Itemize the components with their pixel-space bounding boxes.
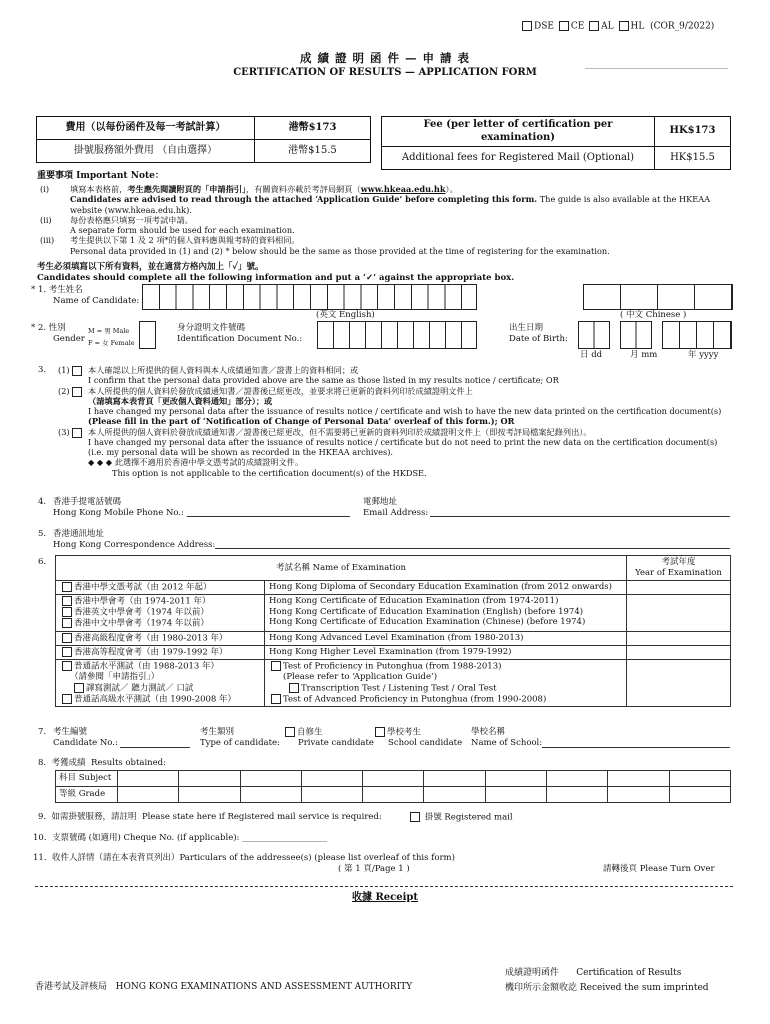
registered-mail-label: 掛號 Registered mail: [424, 812, 513, 823]
dob-mm: 月 mm: [630, 350, 658, 360]
q3-o2-checkbox[interactable]: [72, 387, 82, 397]
fee-amount-en: HK$173: [655, 117, 731, 147]
q2-zh: 性別: [48, 323, 66, 333]
exam-year-header-en: Year of Examination: [635, 567, 722, 578]
q3-o2-num: (2): [58, 386, 84, 397]
exam-hkcee-zh-checkbox[interactable]: [62, 618, 72, 628]
grade-cell[interactable]: [608, 787, 669, 803]
dob-label: [509, 323, 568, 344]
q3-o2-zh2: （請填寫本表背頁「更改個人資料通知」部分）；或: [88, 395, 273, 406]
pth-transcription-zh-checkbox[interactable]: [74, 683, 84, 693]
exam-hkhle-checkbox[interactable]: [62, 647, 72, 657]
q10-text: 支票號碼 (如適用) Cheque No. (if applicable): ____________________: [51, 833, 328, 843]
exam-table: [55, 555, 731, 707]
email-en: Email Address:: [363, 507, 429, 518]
q4-zh: 香港手提電話號碼: [53, 497, 122, 507]
q3-na-zh: ◆ ◆ ◆ 此選擇不適用於香港中學文憑考試的成績證明文件。: [88, 457, 304, 468]
cut-line: [35, 886, 733, 887]
q7-type-label: [200, 727, 280, 748]
fee-label-zh: 費用（以每份函件及每一考試計算）: [37, 117, 255, 140]
q2-en: Gender: [53, 333, 85, 344]
q3-na-en: This option is not applicable to the certification document(s) of the HKDSE.: [112, 467, 427, 478]
exam-hkcee-en-checkbox[interactable]: [62, 607, 72, 617]
office-use-line: [585, 68, 728, 69]
exam-pth-en-checkbox[interactable]: [271, 661, 281, 671]
q7-cand-label: [53, 727, 118, 748]
note1-zh-d: ）。: [445, 184, 458, 194]
exam-hkcee-chi-zh: 香港中文中學會考（1974 年以前）: [74, 618, 209, 629]
q3-o1-num: (1): [58, 365, 84, 376]
q1-num: * 1.: [31, 285, 47, 295]
exam-hkhle-zh: 香港高等程度會考（由 1979-1992 年）: [74, 647, 228, 658]
fee-label-en: Fee (per letter of certification per examination): [382, 117, 655, 147]
exam-pth-zh4: 普通話高級水平測試（由 1990-2008 年）: [74, 694, 237, 705]
exam-hkale-en: Hong Kong Advanced Level Examination (from 1980-2013): [265, 631, 627, 645]
dob-month-boxes[interactable]: [620, 321, 652, 349]
q3-o2-en2: (Please fill in the part of ‘Notification of Change of Personal Data’ overleaf of this form.); OR: [88, 416, 515, 427]
q7-type-en: Type of candidate:: [200, 737, 280, 748]
q7-en: Candidate No.:: [53, 737, 118, 748]
q7-type-zh: 考生類別: [200, 727, 235, 737]
subject-cell[interactable]: [179, 771, 240, 787]
note2-zh: 每份表格應只填寫一項考試申請。: [70, 214, 193, 225]
q7-zh: 考生編號: [53, 727, 88, 737]
exam-pth-zh2: （請參閱「申請指引」）: [70, 671, 160, 682]
q4-phone-label: [53, 497, 184, 518]
exam-row-hkdse: [56, 581, 731, 595]
school-name-input[interactable]: [542, 737, 730, 748]
exam-row-hkhle: [56, 645, 731, 659]
title-zh: 成 績 證 明 函 件 — 申 請 表: [299, 51, 471, 65]
exam-hkcee-en: Hong Kong Certificate of Education Examination (from 1974-2011): [269, 596, 559, 607]
name-chinese-boxes[interactable]: [583, 284, 733, 310]
form-code: (COR_9/2022): [650, 21, 715, 32]
q3-o3-checkbox[interactable]: [72, 428, 82, 438]
q9-num: 9.: [38, 812, 47, 822]
q8-label: [38, 758, 166, 769]
exam-pth-checkbox[interactable]: [62, 661, 72, 671]
note1-en-bold: Candidates are advised to read through the attached ‘Application Guide’ before completing this form.: [70, 194, 538, 205]
subject-cell[interactable]: [118, 771, 179, 787]
grade-cell[interactable]: [118, 787, 179, 803]
dob-en: Date of Birth:: [509, 333, 568, 344]
hl-checkbox[interactable]: [619, 21, 629, 31]
footer-receipt-info: [505, 966, 709, 996]
note1-zh-b: 考生應先閱讀附頁的「申請指引」: [127, 184, 247, 194]
q4-en: Hong Kong Mobile Phone No.:: [53, 507, 184, 518]
subject-cell[interactable]: [424, 771, 485, 787]
receipt-title: 收據 Receipt: [351, 892, 418, 903]
instr-zh: 考生必須填寫以下所有資料，並在適當方格內加上「✓」號。: [37, 262, 264, 272]
note1-zh-a: 填寫本表格前，: [70, 184, 128, 194]
q8-num: 8.: [38, 758, 47, 768]
instr-en: Candidates should complete all the following information and put a ‘✓’ against the appropriate box.: [37, 273, 515, 283]
grade-cell[interactable]: [301, 787, 362, 803]
gender-legend: [88, 325, 135, 349]
exam-pth-zh1: 普通話水平測試（由 1988-2013 年）: [74, 661, 220, 672]
ce-label: CE: [570, 21, 585, 32]
note3-num: (iii): [40, 235, 55, 246]
q2-label: [31, 323, 85, 344]
phone-input[interactable]: [187, 506, 350, 517]
exam-hkhle-year[interactable]: [627, 645, 731, 659]
reg-fee-amount-en: HK$15.5: [655, 147, 731, 170]
q9-registered-option: [408, 812, 513, 823]
exam-hkcee-zh: 香港中學會考（由 1974-2011 年）: [74, 596, 211, 607]
id-doc-boxes[interactable]: [317, 321, 477, 349]
title-en: CERTIFICATION OF RESULTS — APPLICATION FORM: [233, 67, 537, 78]
subject-cell[interactable]: [547, 771, 608, 787]
q5-en: Hong Kong Correspondence Address:: [53, 539, 216, 550]
grade-cell[interactable]: [669, 787, 730, 803]
notes-heading: 重要事項 Important Note：: [37, 171, 164, 181]
results-grade-row: [56, 787, 731, 803]
q10-num: 10.: [33, 833, 47, 843]
school-name-label: [471, 727, 542, 748]
address-input[interactable]: [215, 538, 730, 549]
exam-year-header: [627, 556, 731, 581]
dse-checkbox[interactable]: [522, 21, 532, 31]
ce-checkbox[interactable]: [559, 21, 569, 31]
results-subject-label: 科目 Subject: [56, 771, 118, 787]
exam-pth-adv-checkbox[interactable]: [62, 694, 72, 704]
q11-line: [33, 853, 455, 864]
recv-en: Received the sum imprinted: [579, 983, 709, 993]
exam-hkcee-checkbox[interactable]: [62, 596, 72, 606]
subject-cell[interactable]: [240, 771, 301, 787]
results-table: [55, 770, 731, 803]
reg-fee-label-en: Additional fees for Registered Mail (Optional): [382, 147, 655, 170]
note1-zh-c: ，有關資料亦載於考評局網頁（: [246, 184, 361, 194]
footer-authority: [35, 982, 412, 993]
sname-zh: 學校名稱: [471, 727, 506, 737]
grade-cell[interactable]: [485, 787, 546, 803]
exam-type-header: [520, 21, 714, 33]
q3-o1-en: I confirm that the personal data provided above are the same as those listed in my results notice / certificate; OR: [88, 375, 559, 386]
exam-row-hkale: [56, 631, 731, 645]
q2-num: * 2.: [31, 323, 47, 333]
dob-dd: 日 dd: [580, 350, 603, 360]
q1-label: [31, 285, 139, 306]
candidate-no-input[interactable]: [120, 737, 190, 748]
q3-o3-en: I have changed my personal data after the issuance of results notice / certificate but do not need to print the new data on the certification document(s): [88, 436, 718, 447]
exam-hkale-zh: 香港高級程度會考（由 1980-2013 年）: [74, 633, 228, 643]
page-number: ( 第 1 頁/Page 1 ): [338, 864, 410, 874]
q3-o2-zh: 本人所提供的個人資料於發放成績通知書／證書後已經更改，並要求將已更新的資料列印於成績證明文件上: [88, 385, 473, 396]
note1-num: (i): [40, 184, 50, 194]
cert-en: Certification of Results: [576, 968, 682, 978]
exam-hkcee-year[interactable]: [627, 595, 731, 631]
exam-pth-en3: Transcription Test / Listening Test / Oral Test: [301, 683, 497, 693]
name-english-boxes[interactable]: [142, 284, 477, 310]
al-label: AL: [601, 21, 614, 32]
note2-num: (ii): [40, 214, 52, 225]
id-zh: 身分證明文件號碼: [177, 323, 246, 333]
q8-zh: 考獲成績: [51, 758, 86, 768]
exam-pth-adv-en-checkbox[interactable]: [271, 694, 281, 704]
exam-row-hkcee: [56, 595, 731, 631]
cert-zh: 成績證明函件: [505, 968, 560, 978]
hl-label: HL: [630, 21, 645, 32]
dob-day-boxes[interactable]: [578, 321, 610, 349]
exam-hkdse-year[interactable]: [627, 581, 731, 595]
gender-male: M = 男 Male: [88, 327, 130, 335]
q9-zh: 如需掛號服務，請註明: [51, 812, 137, 822]
q5-num: 5.: [38, 529, 47, 539]
fee-table-en: [381, 116, 731, 170]
q3-o2-en: I have changed my personal data after the issuance of results notice / certificate and wish to have the new data printed on the certification document(s): [88, 406, 722, 416]
q3-o3-zh: 本人所提供的個人資料於發放成績通知書／證書後已經更改，但不需要將已更新的資料列印於成績證明文件上（即按考評局檔案紀錄列出）。: [88, 426, 592, 437]
private-candidate-checkbox[interactable]: [285, 727, 295, 737]
grade-cell[interactable]: [240, 787, 301, 803]
name-en-caption: (英文 English): [316, 310, 375, 320]
exam-pth-zh3: 譯寫測試／ 聽力測試／ 口試: [86, 683, 194, 693]
results-grade-label: 等級 Grade: [56, 787, 118, 803]
dob-yyyy: 年 yyyy: [688, 350, 719, 360]
exam-pth-en1: Test of Proficiency in Putonghua (from 1988-2013): [283, 661, 502, 672]
registered-mail-checkbox[interactable]: [410, 812, 420, 822]
exam-hkhle-en: Hong Kong Higher Level Examination (from 1979-1992): [265, 645, 627, 659]
q3-o3-num: (3): [58, 427, 84, 438]
notes-block: [40, 184, 730, 256]
authority-zh: 香港考試及評核局: [35, 982, 108, 992]
subject-cell[interactable]: [608, 771, 669, 787]
exam-hkcee-eng-en: Hong Kong Certificate of Education Examination (English) (before 1974): [269, 606, 584, 617]
dob-year-boxes[interactable]: [662, 321, 732, 349]
recv-zh: 機印所示金額收訖: [505, 983, 578, 993]
note3-en: Personal data provided in (1) and (2) * below should be the same as those provided at the time of registering for the examination.: [70, 245, 610, 256]
q1-en: Name of Candidate:: [53, 295, 140, 306]
grade-cell[interactable]: [363, 787, 424, 803]
note3-zh: 考生提供以下第 1 及 2 項*的個人資料應與報考時的資料相同。: [70, 235, 300, 246]
hkeaa-link[interactable]: www.hkeaa.edu.hk: [360, 184, 446, 194]
dse-label: DSE: [534, 21, 554, 32]
exam-pth-en4: Test of Advanced Proficiency in Putonghua (from 1990-2008): [283, 694, 547, 705]
fee-table-zh: [36, 116, 371, 163]
school-en: School candidate: [388, 738, 463, 749]
exam-hkdse-en: Hong Kong Diploma of Secondary Education Examination (from 2012 onwards): [265, 581, 627, 595]
exam-hkcee-eng-zh: 香港英文中學會考（1974 年以前）: [74, 607, 209, 618]
q9-en: Please state here if Registered mail service is required:: [141, 812, 382, 822]
please-turn-over: 請轉後頁 Please Turn Over: [603, 864, 715, 874]
exam-hkale-year[interactable]: [627, 631, 731, 645]
private-en: Private candidate: [298, 738, 374, 749]
exam-hkale-checkbox[interactable]: [62, 633, 72, 643]
q11-num: 11.: [33, 853, 47, 863]
subject-cell[interactable]: [669, 771, 730, 787]
note2-en: A separate form should be used for each examination.: [70, 225, 295, 235]
school-candidate-checkbox[interactable]: [375, 727, 385, 737]
q3-num: 3.: [38, 365, 47, 375]
exam-year-header-zh: 考試年度: [661, 557, 696, 567]
subject-cell[interactable]: [301, 771, 362, 787]
exam-name-header: 考試名稱 Name of Examination: [56, 556, 627, 581]
grade-cell[interactable]: [179, 787, 240, 803]
email-input[interactable]: [430, 506, 730, 517]
q5-zh: 香港通訊地址: [53, 529, 105, 539]
school-zh: 學校考生: [387, 727, 422, 738]
dob-zh: 出生日期: [509, 323, 544, 333]
reg-fee-amount-zh: 港幣$15.5: [255, 140, 371, 163]
q3-o1-zh: 本人確認以上所提供的個人資料與本人成績通知書／證書上的資料相同；或: [88, 365, 359, 375]
q10-line: [33, 833, 327, 844]
exam-hkdse-zh: 香港中學文憑考試（由 2012 年起）: [74, 582, 212, 593]
grade-cell[interactable]: [547, 787, 608, 803]
exam-hkcee-chi-en: Hong Kong Certificate of Education Examination (Chinese) (before 1974): [269, 617, 586, 628]
gender-box[interactable]: [139, 321, 156, 349]
email-zh: 電郵地址: [363, 497, 398, 507]
grade-cell[interactable]: [424, 787, 485, 803]
reg-fee-label-zh: 掛號服務額外費用 （自由選擇）: [37, 140, 255, 163]
q3-o1-checkbox[interactable]: [72, 366, 82, 376]
private-zh: 自修生: [297, 727, 323, 738]
school-option: [373, 727, 462, 749]
q11-text: 收件人詳情（請在本表背頁列出）Particulars of the addressee(s) (please list overleaf of this form): [51, 853, 455, 863]
q5-address-label: [53, 529, 215, 550]
q4-email-label: [363, 497, 428, 518]
q8-en: Results obtained:: [90, 758, 166, 768]
id-label: [177, 323, 302, 344]
exam-pth-year[interactable]: [627, 659, 731, 706]
gender-female: F = 女 Female: [88, 339, 135, 347]
al-checkbox[interactable]: [589, 21, 599, 31]
subject-cell[interactable]: [485, 771, 546, 787]
name-zh-caption: ( 中文 Chinese ): [620, 310, 687, 320]
q1-zh: 考生姓名: [48, 285, 83, 295]
q9-line: [38, 812, 382, 823]
fee-amount-zh: 港幣$173: [255, 117, 371, 140]
q4-num: 4.: [38, 497, 47, 507]
subject-cell[interactable]: [363, 771, 424, 787]
pth-transcription-checkbox[interactable]: [289, 683, 299, 693]
private-option: [283, 727, 374, 749]
authority-en: HONG KONG EXAMINATIONS AND ASSESSMENT AUTHORITY: [115, 982, 413, 992]
results-subject-row: [56, 771, 731, 787]
exam-row-pth: [56, 659, 731, 706]
note1-en-rest: The guide is also available at the HKEAA: [537, 194, 711, 205]
id-en: Identification Document No.:: [177, 333, 303, 344]
exam-pth-en2: (Please refer to ‘Application Guide’): [283, 671, 438, 682]
q3-block: [58, 365, 738, 478]
q6-num: 6.: [38, 557, 47, 567]
q7-num: 7.: [38, 727, 47, 737]
sname-en: Name of School:: [471, 737, 543, 748]
exam-hkdse-checkbox[interactable]: [62, 582, 72, 592]
q3-o3-en2: (i.e. my personal data will be shown as recorded in the HKEAA archives).: [88, 447, 394, 457]
note1-en-line2: website (www.hkeaa.edu.hk).: [70, 204, 192, 215]
